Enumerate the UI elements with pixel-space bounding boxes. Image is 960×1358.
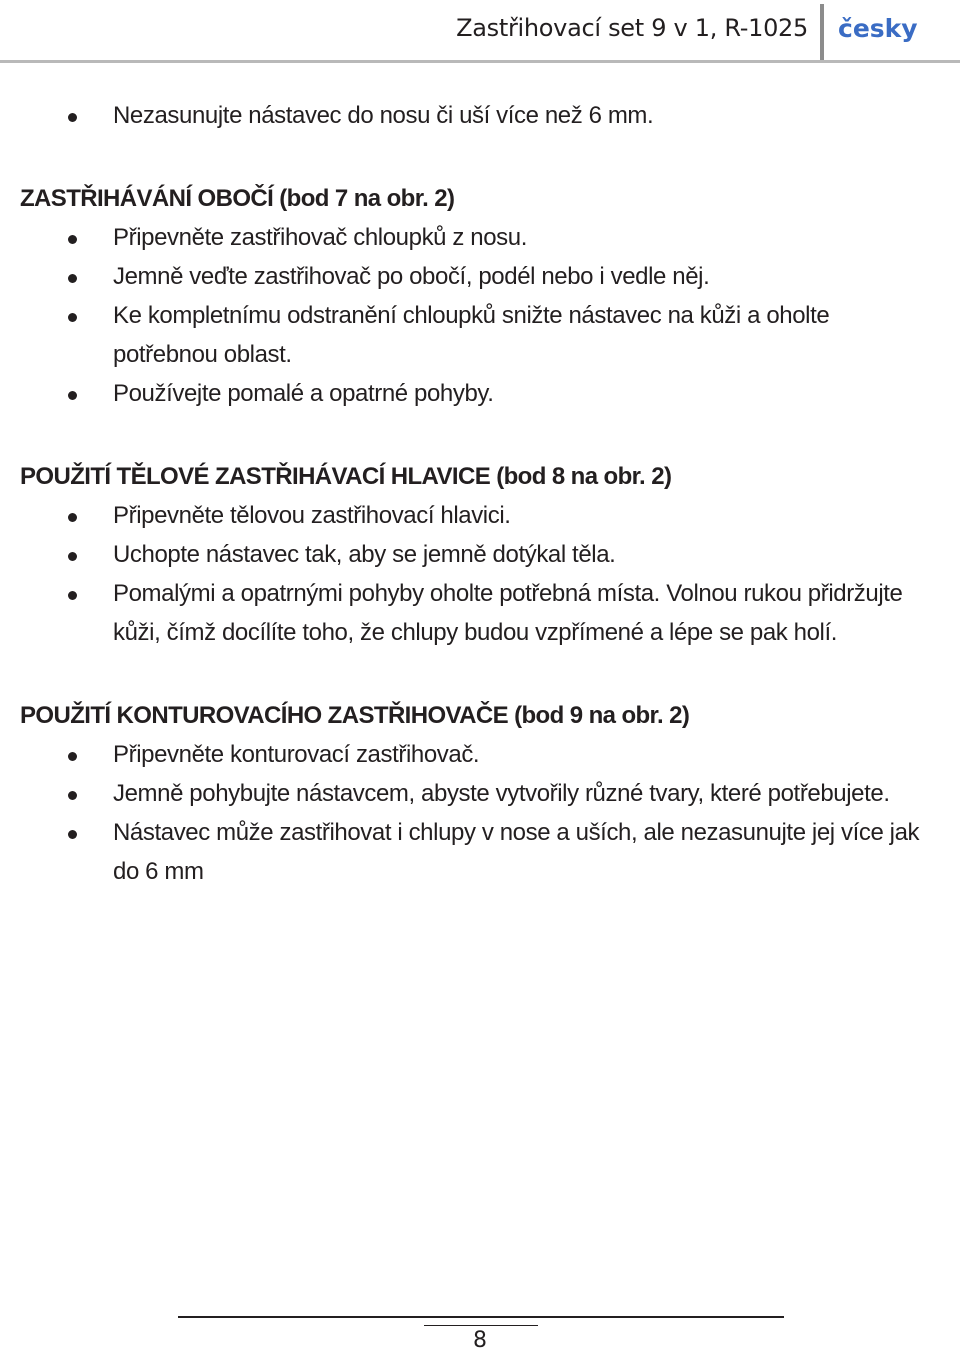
section-heading: ZASTŘIHÁVÁNÍ OBOČÍ (bod 7 na obr. 2): [20, 185, 455, 212]
list-item: Používejte pomalé a opatrné pohyby.: [20, 374, 940, 413]
page-content: [20, 96, 940, 891]
list-item: Uchopte nástavec tak, aby se jemně dotýkal těla.: [20, 535, 940, 574]
list-item: Pomalými a opatrnými pohyby oholte potřebná místa. Volnou rukou přidržujte kůži, čímž docílíte toho, že chlupy budou vzpřímené a lépe se pak holí.: [20, 574, 940, 652]
list-item: Nástavec může zastřihovat i chlupy v nose a uších, ale nezasunujte jej více jak do 6 mm: [20, 813, 940, 891]
footer-rule-short: [424, 1325, 538, 1326]
list-item: Jemně pohybujte nástavcem, abyste vytvořily různé tvary, které potřebujete.: [20, 774, 940, 813]
section-heading: POUŽITÍ KONTUROVACÍHO ZASTŘIHOVAČE (bod 9 na obr. 2): [20, 702, 690, 729]
list-item: Jemně veďte zastřihovač po obočí, podél nebo i vedle něj.: [20, 257, 940, 296]
section-eyebrow-trimming: [20, 179, 940, 413]
spacer: [20, 652, 940, 696]
spacer: [20, 413, 940, 457]
language-label: česky: [838, 14, 918, 43]
page-number: 8: [473, 1328, 487, 1353]
footer-rule: [178, 1316, 784, 1318]
section-list: [20, 735, 940, 891]
header-divider: [820, 4, 824, 60]
section-list: [20, 496, 940, 652]
page-header: [0, 0, 960, 66]
list-item: Ke kompletnímu odstranění chloupků snižte nástavec na kůži a oholte potřebnou oblast.: [20, 296, 940, 374]
list-item: Připevněte zastřihovač chloupků z nosu.: [20, 218, 940, 257]
section-contour-trimmer: [20, 696, 940, 891]
list-item: Připevněte tělovou zastřihovací hlavici.: [20, 496, 940, 535]
header-rule: [0, 60, 960, 63]
section-heading: POUŽITÍ TĚLOVÉ ZASTŘIHÁVACÍ HLAVICE (bod 8 na obr. 2): [20, 463, 672, 490]
section-list: [20, 218, 940, 413]
section-body-trimmer: [20, 457, 940, 652]
list-item: Připevněte konturovací zastřihovač.: [20, 735, 940, 774]
list-item: Nezasunujte nástavec do nosu či uší více než 6 mm.: [20, 96, 940, 135]
spacer: [20, 135, 940, 179]
document-title: Zastřihovací set 9 v 1, R-1025: [456, 14, 808, 42]
intro-list: [20, 96, 940, 135]
